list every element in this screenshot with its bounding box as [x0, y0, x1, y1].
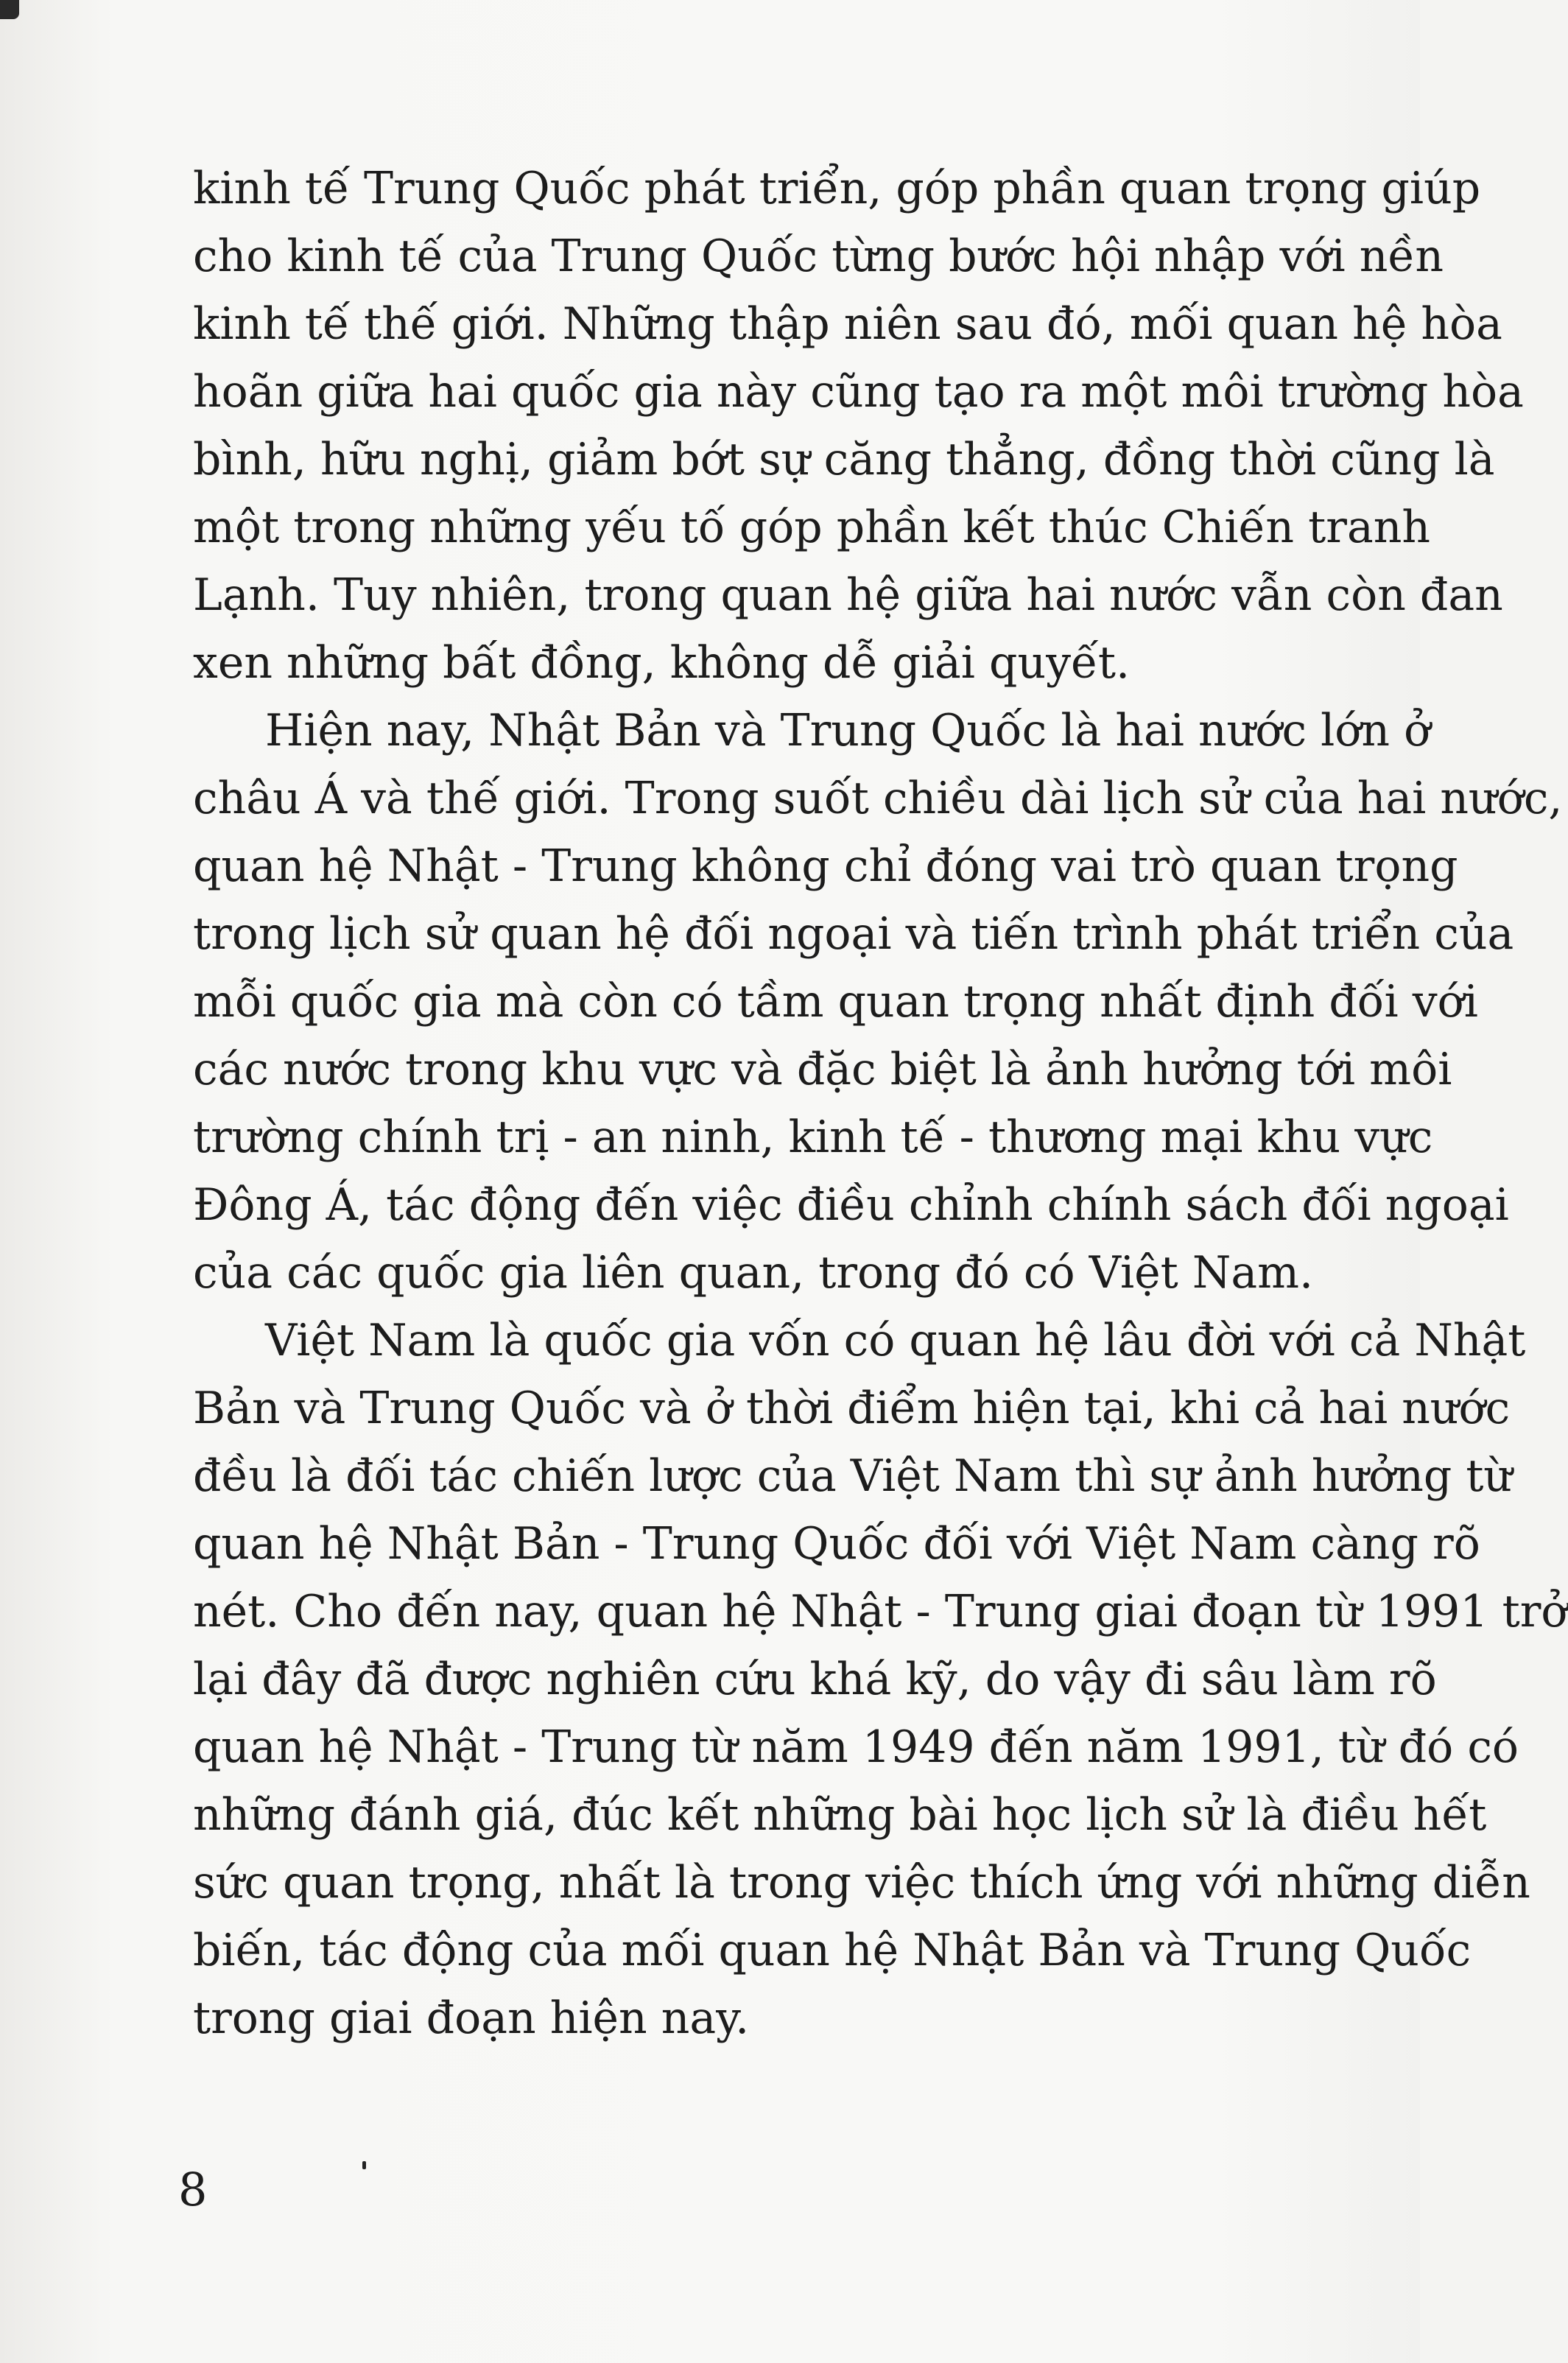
text-line: Hiện nay, Nhật Bản và Trung Quốc là hai nước lớn ở: [265, 705, 1431, 756]
text-line: các nước trong khu vực và đặc biệt là ảnh hưởng tới môi: [193, 1044, 1452, 1095]
text-line: hoãn giữa hai quốc gia này cũng tạo ra một môi trường hòa: [193, 366, 1524, 418]
text-line: châu Á và thế giới. Trong suốt chiều dài lịch sử của hai nước,: [193, 773, 1563, 824]
page-number: 8: [178, 2163, 208, 2216]
text-line: mỗi quốc gia mà còn có tầm quan trọng nhất định đối với: [193, 976, 1478, 1028]
text-line: kinh tế Trung Quốc phát triển, góp phần quan trọng giúp: [193, 163, 1481, 214]
scan-corner-mark: [0, 0, 19, 19]
text-line: trường chính trị - an ninh, kinh tế - thương mại khu vực: [193, 1112, 1433, 1163]
text-line: quan hệ Nhật - Trung từ năm 1949 đến năm 1991, từ đó có: [193, 1721, 1519, 1773]
ink-speck: [362, 2161, 366, 2169]
text-line: bình, hữu nghị, giảm bớt sự căng thẳng, đồng thời cũng là: [193, 434, 1495, 485]
text-line: những đánh giá, đúc kết những bài học lịch sử là điều hết: [193, 1789, 1487, 1841]
text-line: đều là đối tác chiến lược của Việt Nam thì sự ảnh hưởng từ: [193, 1450, 1513, 1502]
text-line: sức quan trọng, nhất là trong việc thích ứng với những diễn: [193, 1857, 1530, 1909]
text-line: xen những bất đồng, không dễ giải quyết.: [193, 637, 1131, 689]
text-line: cho kinh tế của Trung Quốc từng bước hội nhập với nền: [193, 231, 1444, 282]
paragraph-1: [193, 155, 1524, 697]
text-line: quan hệ Nhật - Trung không chỉ đóng vai trò quan trọng: [193, 840, 1458, 892]
text-line: của các quốc gia liên quan, trong đó có Việt Nam.: [193, 1247, 1314, 1299]
text-line: lại đây đã được nghiên cứu khá kỹ, do vậy đi sâu làm rõ: [193, 1654, 1437, 1705]
text-line: trong giai đoạn hiện nay.: [193, 1992, 750, 2044]
text-line: biến, tác động của mối quan hệ Nhật Bản và Trung Quốc: [193, 1925, 1472, 1976]
text-line: Đông Á, tác động đến việc điều chỉnh chính sách đối ngoại: [193, 1179, 1509, 1231]
paragraph-2: [193, 697, 1563, 1307]
text-line: kinh tế thế giới. Những thập niên sau đó, mối quan hệ hòa: [193, 298, 1502, 350]
text-line: một trong những yếu tố góp phần kết thúc Chiến tranh: [193, 502, 1430, 553]
text-line: Việt Nam là quốc gia vốn có quan hệ lâu đời với cả Nhật: [265, 1315, 1526, 1366]
body-text: [193, 155, 1568, 2052]
text-line: nét. Cho đến nay, quan hệ Nhật - Trung giai đoạn từ 1991 trở: [193, 1586, 1568, 1637]
text-line: trong lịch sử quan hệ đối ngoại và tiến trình phát triển của: [193, 908, 1514, 960]
text-line: Lạnh. Tuy nhiên, trong quan hệ giữa hai nước vẫn còn đan: [193, 569, 1503, 621]
paragraph-3: [193, 1307, 1568, 2052]
text-line: Bản và Trung Quốc và ở thời điểm hiện tại, khi cả hai nước: [193, 1383, 1511, 1434]
text-line: quan hệ Nhật Bản - Trung Quốc đối với Việt Nam càng rõ: [193, 1518, 1480, 1570]
